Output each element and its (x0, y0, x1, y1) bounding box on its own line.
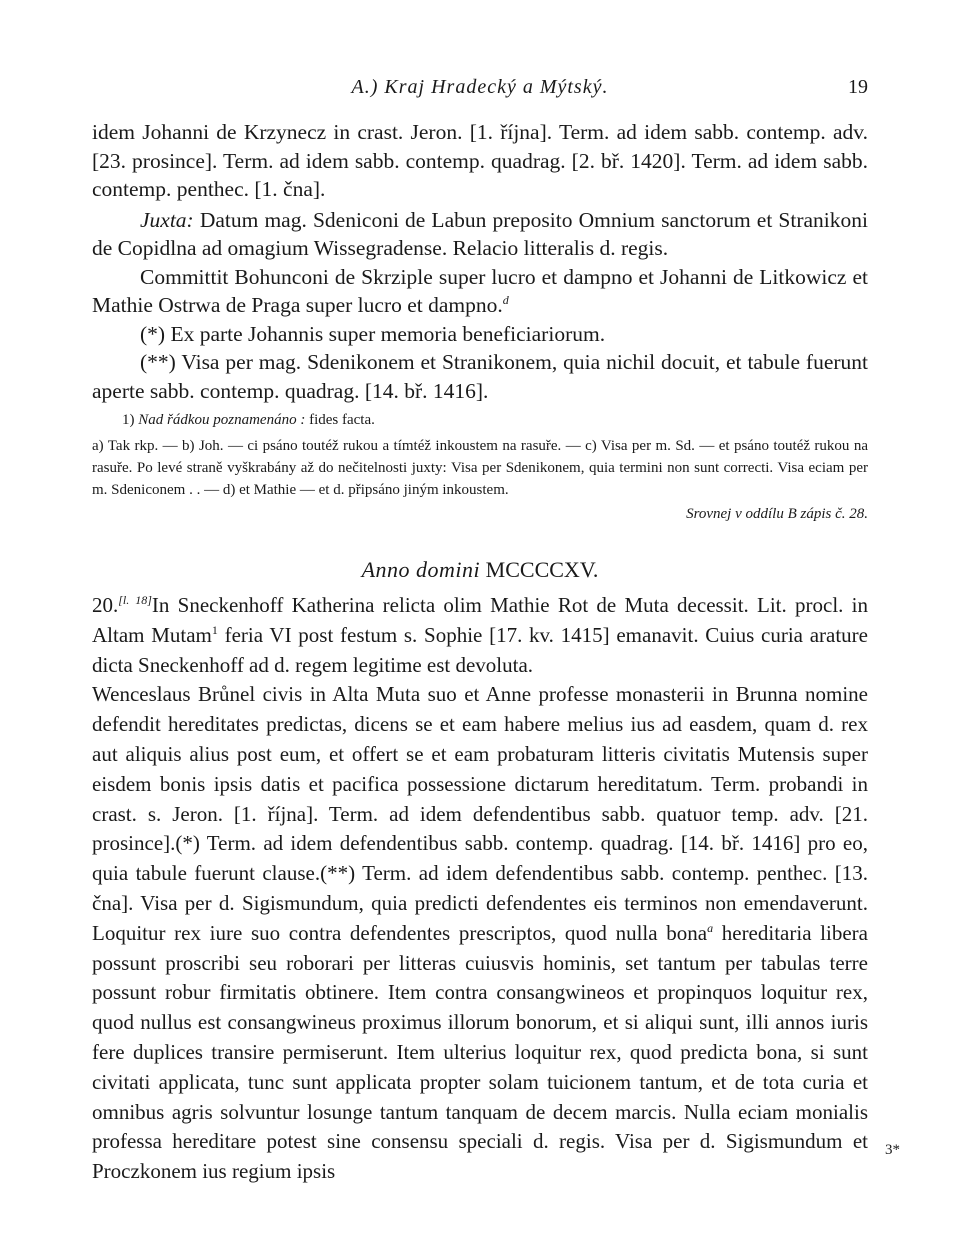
paragraph-juxta (92, 206, 868, 263)
entry-text-2: feria VI post festum s. Sophie [17. kv. 1415] emanavit. Cuius curia arature dicta Sneckenhoff ad d. regem legitime est devoluta. (92, 622, 868, 677)
entry-20 (92, 591, 868, 1187)
paragraph-continuation: idem Johanni de Krzynecz in crast. Jeron. [1. října]. Term. ad idem sabb. contemp. adv. [23. prosince]. Term. ad idem sabb. contemp. quadrag. [2. bř. 1420]. Term. ad idem sabb. contemp. penthec. [1. čna]. (92, 120, 868, 201)
entry-paragraph-2 (92, 680, 868, 1187)
footnote-1-text: fides facta. (309, 412, 375, 428)
footnote-1-label: Nad řádkou poznamenáno : (138, 412, 306, 428)
entry-number: 20. (92, 593, 119, 617)
entry-text-3: Wenceslaus Brůnel civis in Alta Muta suo et Anne professe monasterii in Brunna nomine defendit hereditates predictas, dicens se et eam habere melius ius ad easdem, quam d. rex aut aliquis alius post eum, et offert se et eam probaturam litteris civitatis Mutensis super eisdem bonis ipsis datis et pacifica possessione dictarum hereditatum. Term. probandi in crast. s. Jeron. [1. října]. Term. ad idem defendentibus sabb. quatuor temp. adv. [21. prosince].(*) Term. ad idem defendentibus sabb. contemp. quadrag. [14. bř. 1416] pro eo, quia tabule fuerunt clause.(**) Term. ad idem defendentibus sabb. contemp. penthec. [13. čna]. Visa per d. Sigismundum, quia predicti defendentes eis terminos non emendaverunt. Loquitur rex iure suo contra defendentes prescriptos, quod nulla bona (92, 682, 868, 945)
cross-reference: Srovnej v oddílu B zápis č. 28. (686, 506, 868, 522)
juxta-text: Datum mag. Sdeniconi de Labun preposito Omnium sanctorum et Stranikoni de Copidlna ad omagium Wissegradense. Relacio litteralis d. regis. (92, 207, 869, 260)
footnote-marker-d: d (502, 292, 509, 307)
footnote-1-marker: 1) (122, 412, 135, 428)
entry-folio: [l. 18] (118, 593, 152, 607)
year-heading (92, 557, 868, 583)
juxta-label: Juxta: (140, 207, 194, 232)
signature-mark: 3* (885, 1142, 900, 1158)
footnote-apparatus: a) Tak rkp. — b) Joh. — ci psáno toutéž rukou a tímtéž inkoustem na rasuře. — c) Visa per m. Sd. — et psáno toutéž rukou na rasuře. Po levé straně vyškrabány až do nečitelnosti juxty: Visa per Sdenikonem, quia termini non sunt correcti. Visa eciam per m. Sdeniconem . . — d) et Mathie — et d. připsáno jiným inkoustem. (92, 438, 868, 498)
committit-text: Committit Bohunconi de Skrziple super lucro et dampno et Johanni de Litkowicz et Mathie Ostrwa de Praga super lucro et dampno. (92, 264, 868, 317)
paragraph-committit (92, 263, 868, 320)
paragraph-ex-parte: (*) Ex parte Johannis super memoria beneficiariorum. (140, 321, 606, 346)
year-heading-value: MCCCCXV. (485, 557, 599, 582)
footnotes (92, 409, 868, 525)
running-title: A.) Kraj Hradecký a Mýtský. (351, 76, 609, 98)
footnote-1 (92, 409, 868, 431)
year-heading-label: Anno domini (361, 557, 481, 582)
entry-text-1: In Sneckenhoff Katherina relicta olim Mathie Rot de Muta decessit. Lit. procl. in Altam Mutam (92, 593, 868, 647)
entry-text-4: hereditaria libera possunt proscribi seu roborari per litteras cuiusvis hominis, set tantum per tabulas terre possunt robur firmitatis obtinere. Item contra consangwineos et propinquos loquitur rex, quod nullus est consangwineus proximus illorum bonorum, et si aliqui sunt, illi annos iuris fere duplices transire permiserunt. Item ulterius loquitur rex, quod predicta bona, si sunt civitati applicata, tunc sunt applicata propter solam tuicionem tantum, et de tota curia et omnibus agris solvuntur losunge tantum tanquam de decem marcis. Nulla eciam monialis professa hereditare potest sine consensu speciali d. regis. Visa per d. Sigismundum et Proczkonem ius regium ipsis (92, 920, 868, 1184)
footnote-marker-a: a (707, 920, 714, 935)
paragraph-visa: (**) Visa per mag. Sdenikonem et Stranikonem, quia nichil docuit, et tabule fuerunt aperte sabb. contemp. quadrag. [14. bř. 1416]. (92, 350, 868, 403)
entry-paragraph-1 (92, 591, 868, 680)
page-number: 19 (848, 76, 868, 98)
page-body (92, 118, 868, 1187)
running-header (92, 70, 868, 104)
footnote-marker-1: 1 (211, 622, 218, 637)
